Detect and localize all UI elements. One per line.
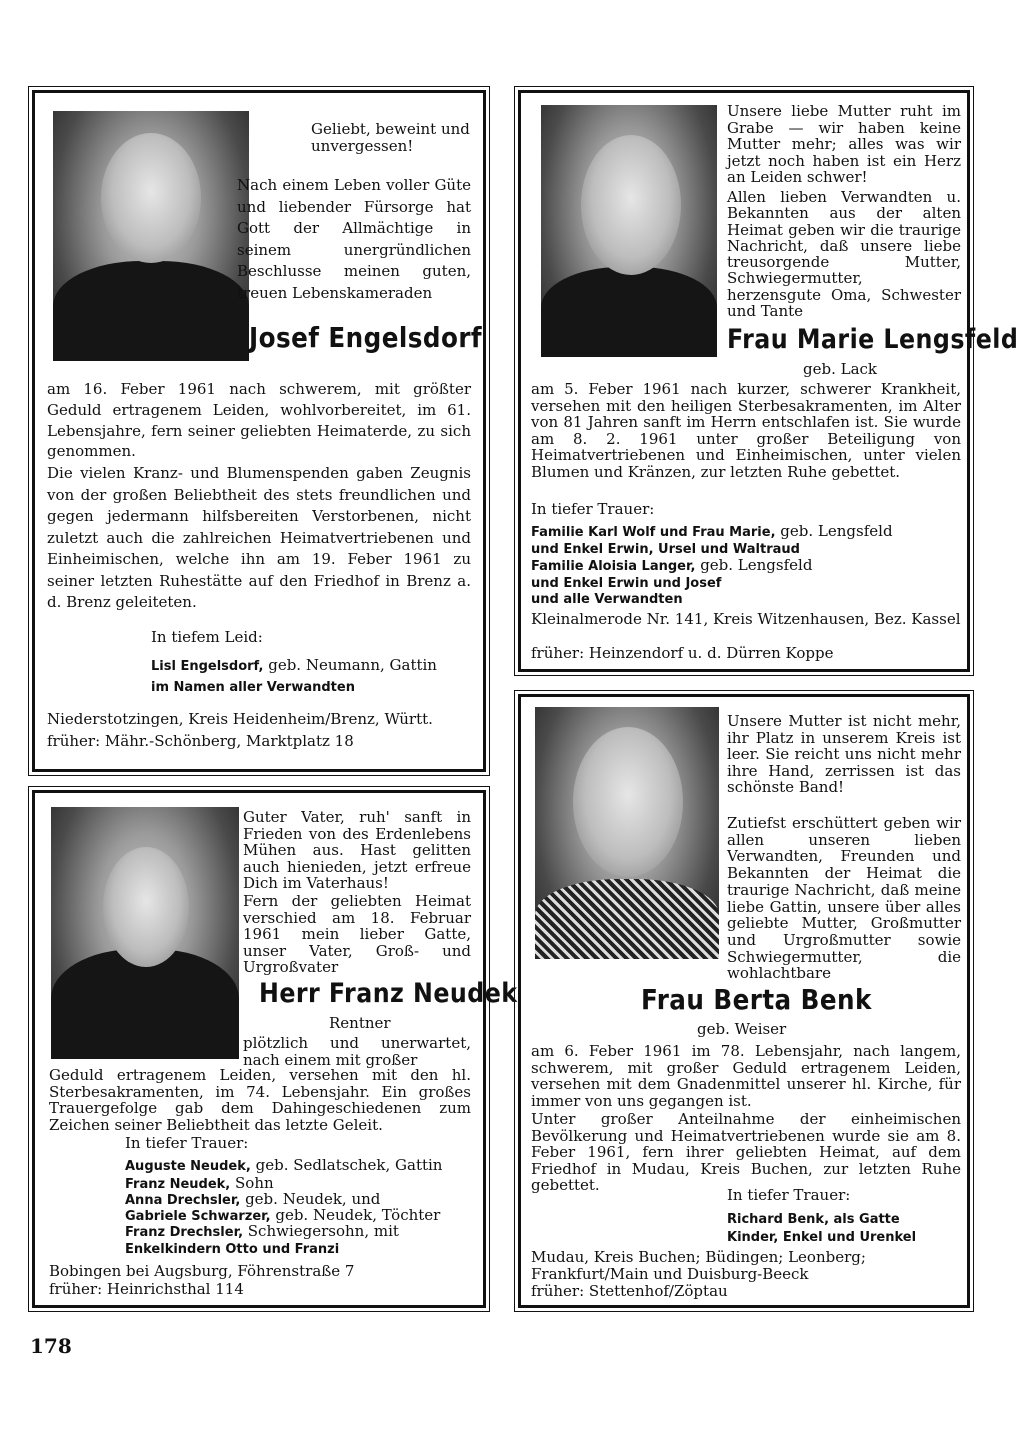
mourner-line: und Enkel Erwin und Josef bbox=[531, 576, 722, 591]
deceased-name: Frau Berta Benk bbox=[641, 983, 872, 1016]
obituary-engelsdorf bbox=[32, 90, 486, 772]
portrait-photo bbox=[535, 707, 719, 959]
announcement-text: Zutiefst erschüttert geben wir allen unseren lieben Verwandten, Freunden und Bekannten der Heimat die traurige Nachricht, daß meine liebe Gattin, unsere über alles geliebte Mutter, Großmutter und Urgroßmutter sowie Schwiegermutter, die wohlachtbare bbox=[727, 814, 961, 983]
death-details: am 16. Feber 1961 nach schwerem, mit größter Geduld ertragenem Leiden, wohlvorbereitet, im 61. Lebensjahre, fern seiner geliebten Heimaterde, zu sich genommen. bbox=[47, 380, 471, 461]
mourner-line: Auguste Neudek, geb. Sedlatschek, Gattin bbox=[125, 1156, 443, 1174]
former-address-line: früher: Heinzendorf u. d. Dürren Koppe bbox=[531, 644, 834, 662]
mourner-line: Enkelkindern Otto und Franzi bbox=[125, 1242, 340, 1257]
death-details: plötzlich und unerwartet, nach einem mit großer bbox=[243, 1034, 471, 1069]
mourner-line: im Namen aller Verwandten bbox=[151, 680, 355, 695]
birth-name: geb. Weiser bbox=[697, 1020, 787, 1038]
portrait-photo bbox=[541, 105, 717, 357]
mourning-label: In tiefer Trauer: bbox=[125, 1134, 249, 1152]
mourning-label: In tiefer Trauer: bbox=[531, 500, 655, 518]
address-line: Bobingen bei Augsburg, Föhrenstraße 7 bbox=[49, 1262, 355, 1280]
obituary-neudek bbox=[32, 790, 518, 1308]
mourner-line: und alle Verwandten bbox=[531, 592, 683, 607]
occupation: Rentner bbox=[329, 1014, 391, 1032]
obituary-lengsfeld bbox=[518, 90, 1018, 672]
verse-text: Unsere liebe Mutter ruht im Grabe — wir haben keine Mutter mehr; alles was wir jetzt noch haben ist ein Herz an Leiden schwer! bbox=[727, 102, 961, 186]
mourner-line: Lisl Engelsdorf, geb. Neumann, Gattin bbox=[151, 656, 437, 674]
address-line: Mudau, Kreis Buchen; Büdingen; Leonberg; Frankfurt/Main und Duisburg-Beeck bbox=[531, 1248, 866, 1283]
birth-name: geb. Lack bbox=[803, 360, 878, 378]
page-number: 178 bbox=[30, 1334, 72, 1358]
mourner-line: Kinder, Enkel und Urenkel bbox=[727, 1230, 917, 1245]
mourning-label: In tiefem Leid: bbox=[151, 628, 263, 646]
verse-text: Unsere Mutter ist nicht mehr, ihr Platz in unserem Kreis ist leer. Sie reicht uns nicht mehr ihre Hand, zerrissen ist das schönste Band! bbox=[727, 712, 961, 796]
announcement-text: Nach einem Leben voller Güte und liebender Fürsorge hat Gott der Allmächtige in seinem unergründlichen Beschlusse meinen guten, treuen Lebenskameraden bbox=[237, 176, 471, 302]
death-details: am 6. Feber 1961 im 78. Lebensjahr, nach langem, schwerem, mit großer Geduld ertragenem Leiden, versehen mit dem Gnadenmittel unserer hl. Kirche, für immer von uns gegangen ist. bbox=[531, 1042, 961, 1110]
mourner-line: Franz Neudek, Sohn bbox=[125, 1174, 274, 1192]
former-address-line: früher: Mähr.-Schönberg, Marktplatz 18 bbox=[47, 732, 354, 750]
mourner-line: Familie Aloisia Langer, geb. Lengsfeld bbox=[531, 556, 813, 574]
obituary-benk bbox=[518, 694, 970, 1308]
announcement-text: Allen lieben Verwandten u. Bekannten aus der alten Heimat geben wir die traurige Nachricht, daß unsere liebe treusorgende Mutter, Schwiegermutter, herzensgute Oma, Schwester und Tante bbox=[727, 188, 961, 321]
funeral-details: Die vielen Kranz- und Blumenspenden gaben Zeugnis von der großen Beliebtheit des stets freundlichen und gegen jedermann hilfsbereiten Verstorbenen, nicht zuletzt auch die zahlreichen Heimatvertriebenen und Einheimischen, welche ihn am 19. Feber 1961 zu seiner letzten Ruhestätte auf den Friedhof in Brenz a. d. Brenz geleiteten. bbox=[47, 464, 471, 611]
deceased-name: Herr Franz Neudek bbox=[259, 978, 518, 1009]
mourner-line: und Enkel Erwin, Ursel und Waltraud bbox=[531, 542, 800, 557]
mourner-line: Franz Drechsler, Schwiegersohn, mit bbox=[125, 1222, 399, 1240]
intro-verse: Geliebt, beweint und unvergessen! bbox=[311, 120, 470, 155]
portrait-photo bbox=[51, 807, 239, 1059]
mourner-line: Richard Benk, als Gatte bbox=[727, 1212, 900, 1227]
address-line: Kleinalmerode Nr. 141, Kreis Witzenhausen, Bez. Kassel bbox=[531, 610, 961, 628]
mourner-line: Gabriele Schwarzer, geb. Neudek, Töchter bbox=[125, 1206, 441, 1224]
address-line: Niederstotzingen, Kreis Heidenheim/Brenz, Württ. bbox=[47, 710, 433, 728]
deceased-name: Frau Marie Lengsfeld bbox=[727, 324, 1018, 355]
former-address-line: früher: Stettenhof/Zöptau bbox=[531, 1282, 728, 1300]
mourning-label: In tiefer Trauer: bbox=[727, 1186, 851, 1204]
announcement-text: Fern der geliebten Heimat verschied am 18. Februar 1961 mein lieber Gatte, unser Vater, Groß- und Urgroßvater bbox=[243, 892, 471, 976]
former-address-line: früher: Heinrichsthal 114 bbox=[49, 1280, 244, 1298]
mourner-line: Familie Karl Wolf und Frau Marie, geb. Lengsfeld bbox=[531, 522, 893, 540]
mourner-line: Anna Drechsler, geb. Neudek, und bbox=[125, 1190, 381, 1208]
funeral-details: Unter großer Anteilnahme der einheimischen Bevölkerung und Heimatvertriebenen wurde sie am 8. Feber 1961, fern ihrer geliebten Heimat, auf dem Friedhof in Mudau, Kreis Buchen, zur letzten Ruhe gebettet. bbox=[531, 1110, 961, 1194]
death-details: am 5. Feber 1961 nach kurzer, schwerer Krankheit, versehen mit den heiligen Sterbesakramenten, im Alter von 81 Jahren sanft im Herrn entschlafen ist. Sie wurde am 8. 2. 1961 unter großer Beteiligung von Heimatvertriebenen und Einheimischen, unter vielen Blumen und Kränzen, zur letzten Ruhe gebettet. bbox=[531, 380, 961, 481]
portrait-photo bbox=[53, 111, 249, 361]
verse-text: Guter Vater, ruh' sanft in Frieden von des Erdenlebens Mühen aus. Hast gelitten auch hienieden, jetzt erfreue Dich im Vaterhaus! bbox=[243, 808, 471, 892]
deceased-name: Josef Engelsdorf bbox=[249, 321, 483, 354]
death-details: Geduld ertragenem Leiden, versehen mit den hl. Sterbesakramenten, im 74. Lebensjahr. Ein großes Trauergefolge gab dem Dahingeschiedenen zum Zeichen seiner Beliebtheit das letzte Geleit. bbox=[49, 1066, 471, 1134]
